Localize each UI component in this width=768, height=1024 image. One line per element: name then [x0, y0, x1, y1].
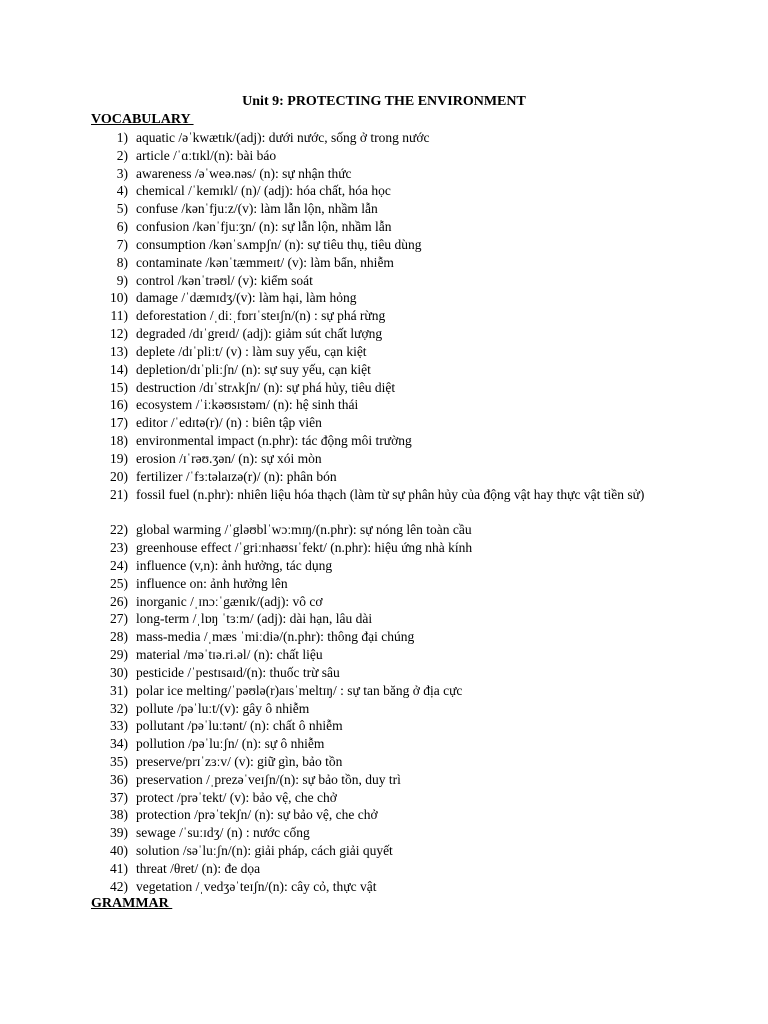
item-number: 28) [110, 629, 128, 645]
item-text: contaminate /kənˈtæmmeɪt/ (v): làm bẩn, nhiễm [136, 254, 394, 270]
item-text: environmental impact (n.phr): tác động môi trường [136, 433, 412, 449]
item-number: 26) [110, 593, 128, 609]
vocabulary-item [0, 396, 768, 414]
item-number: 42) [110, 878, 128, 894]
vocabulary-item [0, 129, 768, 147]
item-number: 1) [116, 130, 128, 145]
vocabulary-item [0, 147, 768, 165]
item-number: 40) [110, 843, 128, 859]
item-number: 23) [110, 540, 128, 556]
item-number: 34) [110, 736, 128, 752]
item-number: 13) [110, 343, 128, 359]
vocabulary-item [0, 593, 768, 611]
vocabulary-item [0, 450, 768, 468]
item-text: pesticide /ˈpestɪsaɪd/(n): thuốc trừ sâu [136, 664, 340, 680]
vocabulary-item [0, 414, 768, 432]
vocabulary-item [0, 628, 768, 646]
vocabulary-item [0, 557, 768, 575]
item-text: threat /θret/ (n): đe dọa [136, 860, 261, 876]
item-number: 19) [110, 450, 128, 466]
item-number: 18) [110, 433, 128, 449]
item-number: 36) [110, 771, 128, 787]
vocabulary-item [0, 325, 768, 343]
item-number: 27) [110, 611, 128, 627]
vocabulary-item [0, 575, 768, 593]
vocabulary-item [0, 735, 768, 753]
item-number: 11) [110, 308, 128, 324]
item-number: 10) [110, 290, 128, 306]
item-text: preservation /ˌprezəˈveɪʃn/(n): sự bảo tồn, duy trì [136, 771, 401, 787]
page-title: Unit 9: PROTECTING THE ENVIRONMENT [242, 94, 526, 109]
vocabulary-item [0, 700, 768, 718]
item-number: 32) [110, 700, 128, 716]
vocabulary-item [0, 486, 768, 522]
vocabulary-item [0, 468, 768, 486]
item-number: 5) [116, 201, 128, 217]
item-text: global warming /ˈgləʊblˈwɔːmɪŋ/(n.phr): sự nóng lên toàn cầu [136, 522, 472, 538]
item-number: 37) [110, 789, 128, 805]
item-text: consumption /kənˈsʌmpʃn/ (n): sự tiêu thụ, tiêu dùng [136, 236, 422, 252]
item-text: fossil fuel (n.phr): nhiên liệu hóa thạch (làm từ sự phân hủy của động vật hay thực vật tiền sử) [136, 486, 645, 502]
item-text: deplete /dɪˈpliːt/ (v) : làm suy yếu, cạn kiệt [136, 343, 367, 359]
item-text: protection /prəˈtekʃn/ (n): sự bảo vệ, che chở [136, 807, 378, 823]
item-text: confuse /kənˈfjuːz/(v): làm lẫn lộn, nhầm lẫn [136, 201, 378, 217]
item-text: aquatic /əˈkwætɪk/(adj): dưới nước, sống ở trong nước [136, 130, 430, 145]
item-number: 24) [110, 557, 128, 573]
vocabulary-item [0, 646, 768, 664]
vocabulary-item [0, 717, 768, 735]
item-text: protect /prəˈtekt/ (v): bảo vệ, che chở [136, 789, 337, 805]
item-text: degraded /dɪˈgreɪd/ (adj): giảm sút chất lượng [136, 326, 383, 342]
item-text: greenhouse effect /ˈgriːnhaʊsɪˈfekt/ (n.phr): hiệu ứng nhà kính [136, 540, 473, 556]
item-text: confusion /kənˈfjuːʒn/ (n): sự lẫn lộn, nhầm lẫn [136, 219, 392, 235]
item-number: 22) [110, 522, 128, 538]
vocabulary-item [0, 610, 768, 628]
item-number: 41) [110, 860, 128, 876]
item-text: preserve/prɪˈzɜːv/ (v): giữ gìn, bảo tồn [136, 753, 343, 769]
vocabulary-heading: VOCABULARY [91, 112, 194, 127]
item-number: 3) [116, 165, 128, 181]
vocabulary-item [0, 361, 768, 379]
item-text: ecosystem /ˈiːkəʊsɪstəm/ (n): hệ sinh thái [136, 397, 359, 413]
item-text: pollutant /pəˈluːtənt/ (n): chất ô nhiễm [136, 718, 343, 734]
item-number: 2) [116, 147, 128, 163]
item-text: inorganic /ˌɪnɔːˈgænɪk/(adj): vô cơ [136, 593, 323, 609]
vocabulary-item [0, 343, 768, 361]
vocabulary-item [0, 254, 768, 272]
vocabulary-item [0, 771, 768, 789]
item-number: 21) [110, 486, 128, 502]
item-text: vegetation /ˌvedʒəˈteɪʃn/(n): cây cỏ, thực vật [136, 878, 377, 894]
item-text: awareness /əˈweə.nəs/ (n): sự nhận thức [136, 165, 352, 181]
vocabulary-item [0, 878, 768, 896]
item-number: 39) [110, 825, 128, 841]
item-text: mass-media /ˌmæs ˈmiːdiə/(n.phr): thông đại chúng [136, 629, 415, 645]
item-text: fertilizer /ˈfɜːtəlaɪzə(r)/ (n): phân bón [136, 468, 337, 484]
vocabulary-item [0, 218, 768, 236]
vocabulary-item [0, 539, 768, 557]
vocabulary-item [0, 182, 768, 200]
item-number: 29) [110, 647, 128, 663]
item-text: destruction /dɪˈstrʌkʃn/ (n): sự phá hủy, tiêu diệt [136, 379, 396, 395]
item-number: 35) [110, 753, 128, 769]
item-number: 20) [110, 468, 128, 484]
item-number: 14) [110, 361, 128, 377]
item-text: solution /səˈluːʃn/(n): giải pháp, cách giải quyết [136, 843, 393, 859]
item-text: damage /ˈdæmɪdʒ/(v): làm hại, làm hỏng [136, 290, 357, 306]
vocabulary-item [0, 272, 768, 290]
vocabulary-item [0, 165, 768, 183]
item-text: influence (v,n): ảnh hưởng, tác dụng [136, 557, 333, 573]
vocabulary-list [0, 129, 768, 896]
item-number: 17) [110, 415, 128, 431]
item-number: 30) [110, 664, 128, 680]
item-number: 6) [116, 219, 128, 235]
item-text: pollution /pəˈluːʃn/ (n): sự ô nhiễm [136, 736, 325, 752]
item-number: 8) [116, 254, 128, 270]
item-text: deforestation /ˌdiːˌfɒrɪˈsteɪʃn/(n) : sự phá rừng [136, 308, 386, 324]
item-text: control /kənˈtrəʊl/ (v): kiểm soát [136, 272, 313, 288]
item-number: 16) [110, 397, 128, 413]
item-number: 4) [116, 183, 128, 199]
item-text: depletion/dɪˈpliːʃn/ (n): sự suy yếu, cạn kiệt [136, 361, 371, 377]
item-number: 12) [110, 326, 128, 342]
vocabulary-item [0, 860, 768, 878]
item-text: influence on: ảnh hưởng lên [136, 575, 288, 591]
item-number: 7) [116, 236, 128, 252]
vocabulary-item [0, 824, 768, 842]
vocabulary-item [0, 289, 768, 307]
item-text: sewage /ˈsuːɪdʒ/ (n) : nước cống [136, 825, 310, 841]
vocabulary-item [0, 432, 768, 450]
vocabulary-item [0, 753, 768, 771]
item-number: 15) [110, 379, 128, 395]
item-text: material /məˈtɪə.ri.əl/ (n): chất liệu [136, 647, 323, 663]
vocabulary-item [0, 842, 768, 860]
grammar-heading: GRAMMAR [91, 896, 173, 911]
vocabulary-item [0, 806, 768, 824]
item-number: 9) [116, 272, 128, 288]
item-text: erosion /ɪˈrəʊ.ʒən/ (n): sự xói mòn [136, 450, 322, 466]
item-text: article /ˈɑːtɪkl/(n): bài báo [136, 147, 277, 163]
item-text: pollute /pəˈluːt/(v): gây ô nhiễm [136, 700, 310, 716]
vocabulary-item [0, 200, 768, 218]
vocabulary-item [0, 236, 768, 254]
vocabulary-item [0, 664, 768, 682]
item-text: polar ice melting/ˈpəʊlə(r)aɪsˈmeltɪŋ/ : sự tan băng ở địa cực [136, 682, 463, 698]
item-number: 33) [110, 718, 128, 734]
item-number: 31) [110, 682, 128, 698]
vocabulary-item [0, 789, 768, 807]
vocabulary-item [0, 379, 768, 397]
item-text: long-term /ˌlɒŋ ˈtɜːm/ (adj): dài hạn, lâu dài [136, 611, 373, 627]
item-text: editor /ˈedɪtə(r)/ (n) : biên tập viên [136, 415, 322, 431]
item-number: 25) [110, 575, 128, 591]
item-text: chemical /ˈkemɪkl/ (n)/ (adj): hóa chất, hóa học [136, 183, 391, 199]
item-number: 38) [110, 807, 128, 823]
vocabulary-item [0, 521, 768, 539]
vocabulary-item [0, 307, 768, 325]
vocabulary-item [0, 682, 768, 700]
